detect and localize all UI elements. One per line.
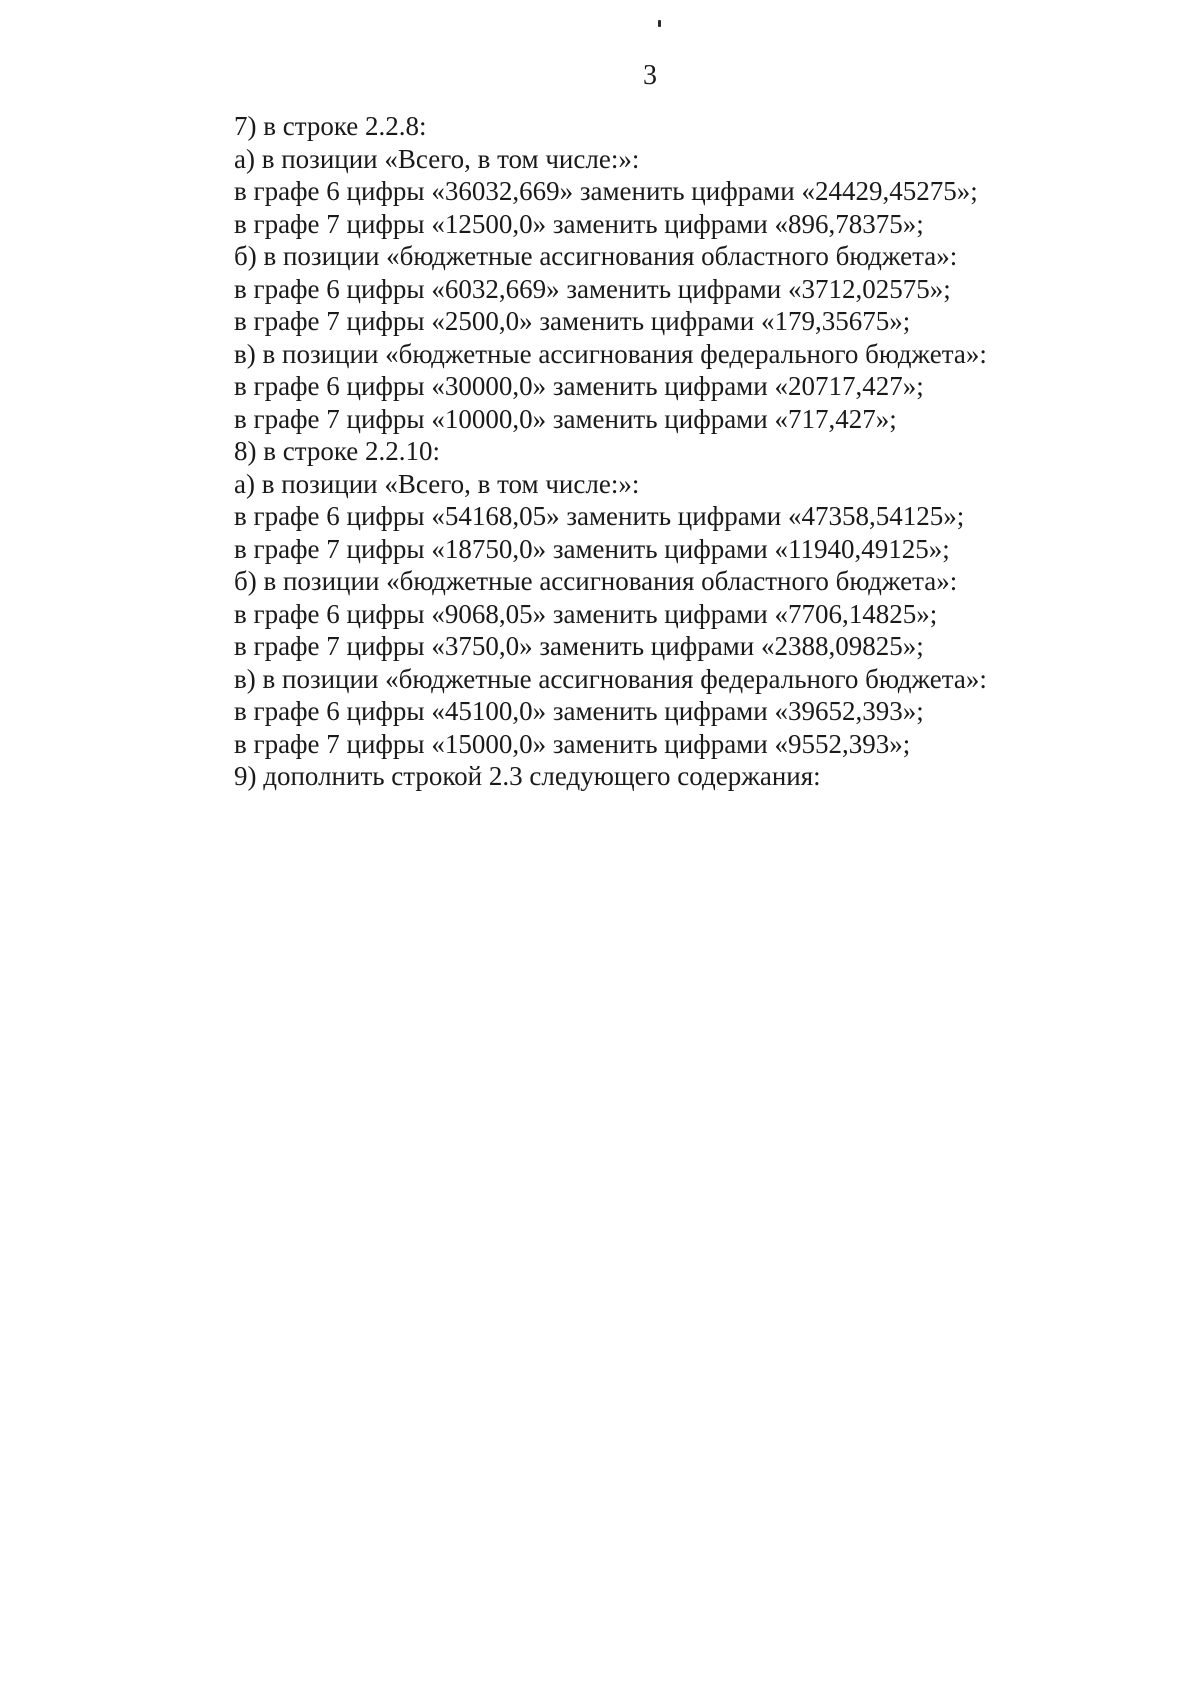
text-line: в графе 6 цифры «30000,0» заменить цифрами «20717,427»; [234,371,924,401]
amendment-text [234,110,1134,793]
text-line: в графе 7 цифры «12500,0» заменить цифрами «896,78375»; [234,208,924,239]
scan-mark [658,20,661,27]
text-line: в) в позиции «бюджетные ассигнования федерального бюджета»: [234,338,987,369]
text-line: а) в позиции «Всего, в том числе:»: [234,468,640,499]
text-line: в графе 7 цифры «3750,0» заменить цифрами «2388,09825»; [234,631,924,661]
text-line: в) в позиции «бюджетные ассигнования федерального бюджета»: [234,663,987,694]
text-line: в графе 7 цифры «10000,0» заменить цифрами «717,427»; [234,403,897,434]
text-line: в графе 6 цифры «36032,669» заменить цифрами «24429,45275»; [234,176,978,206]
text-line: в графе 6 цифры «9068,05» заменить цифрами «7706,14825»; [234,598,938,629]
text-line: в графе 6 цифры «6032,669» заменить цифрами «3712,02575»; [234,273,951,304]
text-line: б) в позиции «бюджетные ассигнования областного бюджета»: [234,241,958,271]
text-line: 7) в строке 2.2.8: [234,111,427,141]
text-line: 8) в строке 2.2.10: [234,436,441,466]
text-line: а) в позиции «Всего, в том числе:»: [234,143,640,174]
text-line: б) в позиции «бюджетные ассигнования областного бюджета»: [234,566,958,596]
page-number: 3 [643,60,657,91]
text-line: в графе 7 цифры «15000,0» заменить цифрами «9552,393»; [234,728,911,759]
text-line: в графе 7 цифры «18750,0» заменить цифрами «11940,49125»; [234,533,950,564]
text-line: в графе 6 цифры «54168,05» заменить цифрами «47358,54125»; [234,501,965,531]
text-line: в графе 7 цифры «2500,0» заменить цифрами «179,35675»; [234,306,911,336]
text-line: в графе 6 цифры «45100,0» заменить цифрами «39652,393»; [234,696,924,726]
text-line: 9) дополнить строкой 2.3 следующего содержания: [234,761,821,791]
